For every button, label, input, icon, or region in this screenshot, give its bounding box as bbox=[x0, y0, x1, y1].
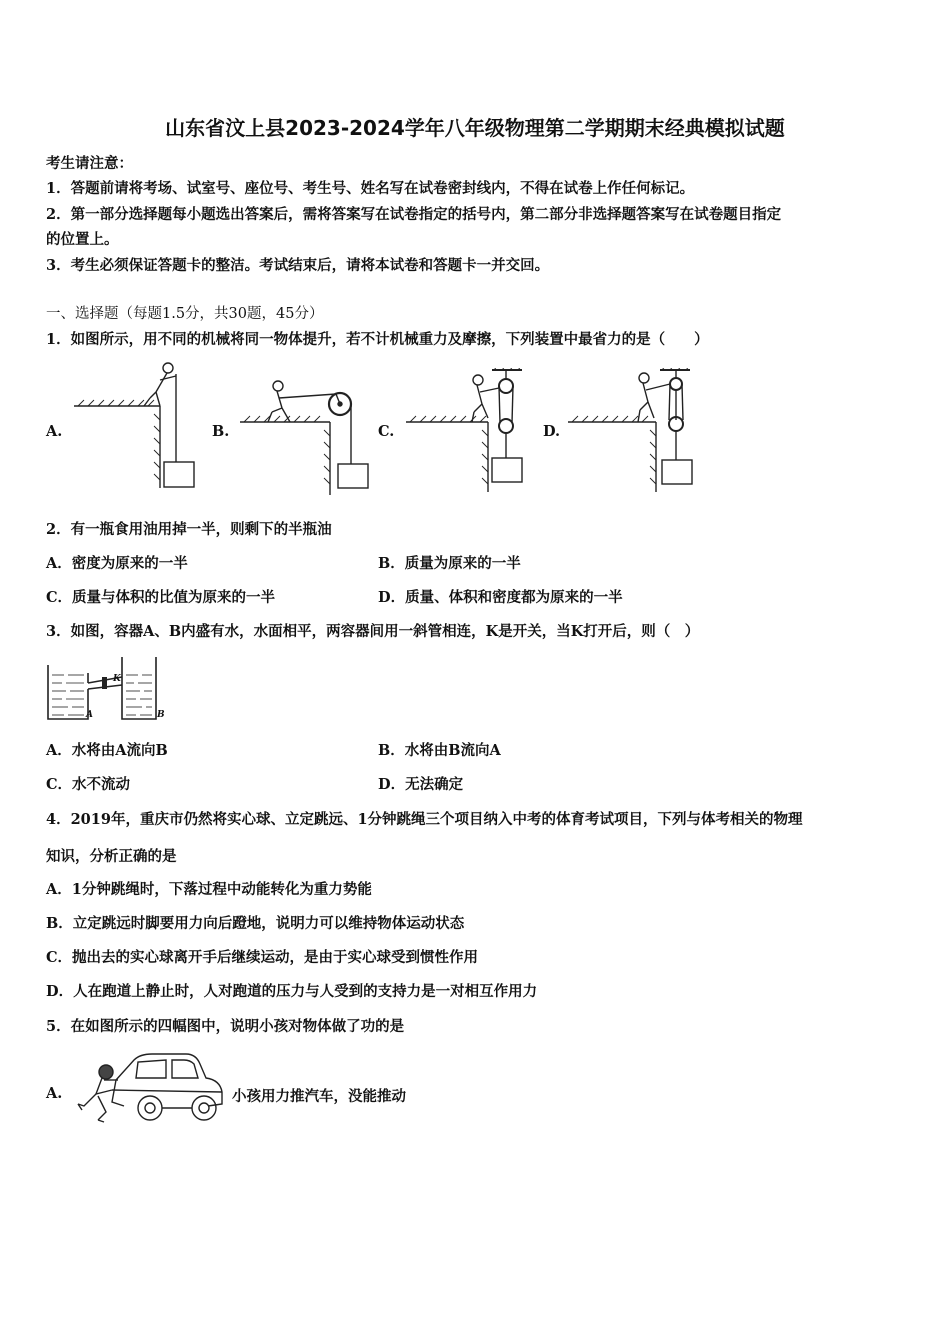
q2-option-a: A．密度为原来的一半 bbox=[46, 555, 188, 572]
q1-figure-c bbox=[404, 368, 529, 496]
q4-option-d: D．人在跑道上静止时，人对跑道的压力与人受到的支持力是一对相互作用力 bbox=[46, 983, 538, 1000]
q2-option-b: B．质量为原来的一半 bbox=[378, 555, 521, 572]
q5-label-a: A. bbox=[46, 1085, 63, 1102]
notice-item-1: 1．答题前请将考场、试室号、座位号、考生号、姓名写在试卷密封线内，不得在试卷上作任何标记。 bbox=[46, 180, 695, 197]
q2-stem: 2．有一瓶食用油用掉一半，则剩下的半瓶油 bbox=[46, 521, 332, 538]
notice-item-3: 3．考生必须保证答题卡的整洁。考试结束后，请将本试卷和答题卡一并交回。 bbox=[46, 257, 550, 274]
q4-option-b: B．立定跳远时脚要用力向后蹬地，说明力可以维持物体运动状态 bbox=[46, 915, 465, 932]
q1-label-c: C. bbox=[378, 423, 395, 440]
q3-figure-label-k: K bbox=[113, 674, 121, 684]
q5-stem: 5．在如图所示的四幅图中，说明小孩对物体做了功的是 bbox=[46, 1018, 405, 1035]
section-heading: 一、选择题（每题1.5分，共30题，45分） bbox=[46, 306, 324, 322]
q1-label-b: B. bbox=[212, 423, 230, 440]
q3-stem: 3．如图，容器A、B内盛有水，水面相平，两容器间用一斜管相连，K是开关，当K打开后，则（ ） bbox=[46, 623, 700, 640]
page-title: 山东省汶上县2023-2024学年八年级物理第二学期期末经典模拟试题 bbox=[165, 116, 785, 140]
q1-label-d: D. bbox=[543, 423, 561, 440]
q3-option-b: B．水将由B流向A bbox=[378, 742, 501, 759]
q3-figure-label-b: B bbox=[157, 710, 165, 720]
q4-option-c: C．抛出去的实心球离开手后继续运动，是由于实心球受到惯性作用 bbox=[46, 949, 479, 966]
q1-figure-b bbox=[238, 362, 373, 497]
q5-option-a-text: 小孩用力推汽车，没能推动 bbox=[232, 1088, 406, 1105]
q1-figure-d bbox=[566, 368, 701, 496]
q3-option-a: A．水将由A流向B bbox=[46, 742, 168, 759]
q2-option-d: D．质量、体积和密度都为原来的一半 bbox=[378, 589, 623, 606]
q4-stem-line2: 知识，分析正确的是 bbox=[46, 848, 177, 865]
notice-item-2-cont: 的位置上。 bbox=[46, 231, 119, 248]
q3-option-d: D．无法确定 bbox=[378, 776, 464, 793]
q1-stem: 1．如图所示，用不同的机械将同一物体提升，若不计机械重力及摩擦，下列装置中最省力的是（ ） bbox=[46, 331, 709, 348]
q3-figure-label-a: A bbox=[86, 710, 93, 720]
q1-figure-a bbox=[72, 358, 202, 493]
q2-option-c: C．质量与体积的比值为原来的一半 bbox=[46, 589, 276, 606]
q4-option-a: A．1分钟跳绳时，下落过程中动能转化为重力势能 bbox=[46, 881, 372, 898]
notice-item-2: 2．第一部分选择题每小题选出答案后，需将答案写在试卷指定的括号内，第二部分非选择题答案写在试卷题目指定 bbox=[46, 206, 782, 223]
q3-figure-containers bbox=[44, 655, 168, 725]
q3-option-c: C．水不流动 bbox=[46, 776, 131, 793]
notice-heading: 考生请注意： bbox=[46, 155, 133, 172]
q4-stem-line1: 4．2019年，重庆市仍然将实心球、立定跳远、1分钟跳绳三个项目纳入中考的体育考试项目，下列与体考相关的物理 bbox=[46, 811, 803, 828]
q5-figure-a-child-pushing-car bbox=[76, 1050, 226, 1128]
q1-label-a: A. bbox=[46, 423, 63, 440]
